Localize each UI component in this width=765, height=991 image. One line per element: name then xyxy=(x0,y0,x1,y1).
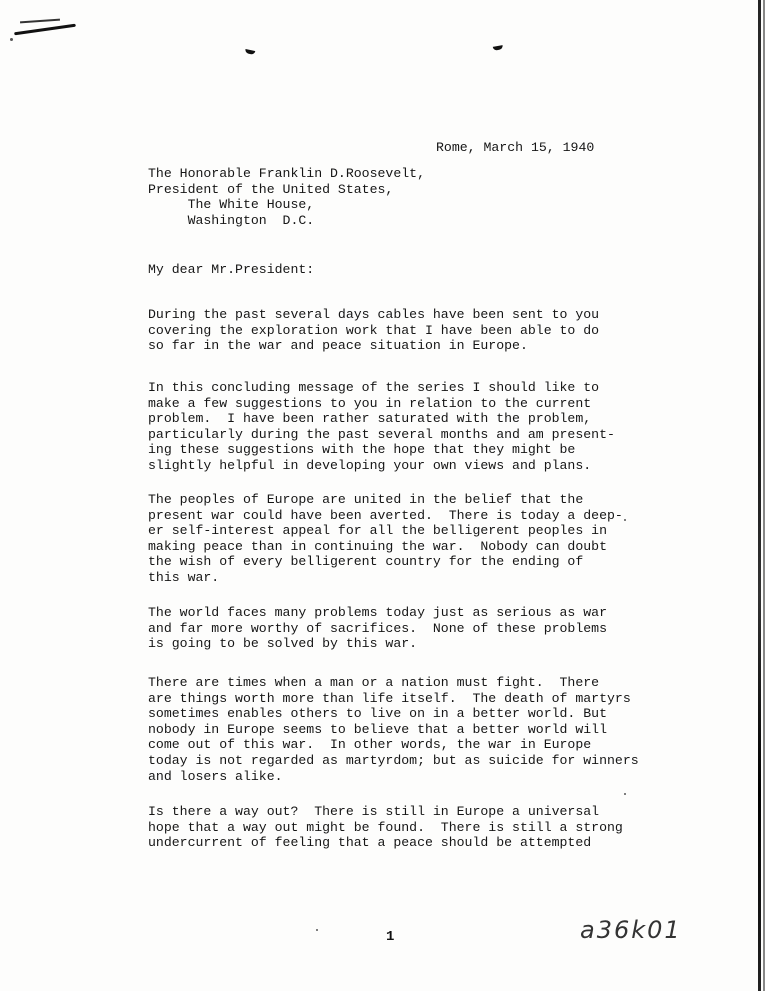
handwritten-archive-mark: a36k01 xyxy=(580,916,682,944)
punch-mark xyxy=(493,45,504,51)
body-line: and far more worthy of sacrifices. None of these problems xyxy=(148,620,607,636)
dateline: Rome, March 15, 1940 xyxy=(436,140,595,155)
body-line: the wish of every belligerent country for the ending of xyxy=(148,554,584,570)
scan-edge-shadow xyxy=(758,0,761,991)
body-line: today is not regarded as martyrdom; but as suicide for winners xyxy=(148,752,639,768)
scan-artifact-mark xyxy=(14,24,76,36)
body-line: nobody in Europe seems to believe that a better world will xyxy=(148,721,607,737)
body-line: so far in the war and peace situation in Europe. xyxy=(148,338,528,354)
body-line: Is there a way out? There is still in Europe a universal xyxy=(148,804,600,819)
punch-mark xyxy=(245,49,256,55)
body-line: this war. xyxy=(148,569,220,585)
body-line: hope that a way out might be found. There is still a strong xyxy=(148,819,623,835)
body-paragraph xyxy=(148,675,639,784)
recipient-address-block xyxy=(148,166,425,228)
body-line: undercurrent of feeling that a peace should be attempted xyxy=(148,835,592,851)
body-paragraph xyxy=(148,492,623,586)
body-paragraph xyxy=(148,380,615,474)
body-line: ing these suggestions with the hope that they might be xyxy=(148,442,576,458)
body-line: are things worth more than life itself. The death of martyrs xyxy=(148,690,631,706)
body-line: The world faces many problems today just as serious as war xyxy=(148,605,607,620)
body-line: problem. I have been rather saturated with the problem, xyxy=(148,411,592,427)
body-line: make a few suggestions to you in relation to the current xyxy=(148,395,592,411)
recipient-line: Washington D.C. xyxy=(148,212,315,228)
body-line: sometimes enables others to live on in a better world. But xyxy=(148,706,607,722)
scan-speck xyxy=(10,38,13,41)
body-line: present war could have been averted. There is today a deep- xyxy=(148,507,623,523)
body-line: During the past several days cables have been sent to you xyxy=(148,307,600,322)
scan-artifact-mark xyxy=(20,19,60,24)
body-paragraph xyxy=(148,307,599,354)
body-line: and losers alike. xyxy=(148,768,283,784)
body-paragraph xyxy=(148,804,623,851)
scan-speck xyxy=(316,929,318,931)
body-line: particularly during the past several months and am present- xyxy=(148,426,615,442)
body-line: The peoples of Europe are united in the belief that the xyxy=(148,492,584,507)
body-line: There are times when a man or a nation must fight. There xyxy=(148,675,600,690)
body-line: come out of this war. In other words, the war in Europe xyxy=(148,737,592,753)
body-line: In this concluding message of the series I should like to xyxy=(148,380,600,395)
body-line: er self-interest appeal for all the belligerent peoples in xyxy=(148,523,607,539)
salutation: My dear Mr.President: xyxy=(148,262,315,277)
body-line: making peace than in continuing the war. Nobody can doubt xyxy=(148,538,607,554)
recipient-line: The White House, xyxy=(148,197,315,213)
body-paragraph xyxy=(148,605,607,652)
scan-speck xyxy=(624,519,626,521)
page-number: 1 xyxy=(386,929,395,945)
body-line: covering the exploration work that I have been able to do xyxy=(148,322,600,338)
recipient-line: The Honorable Franklin D.Roosevelt, xyxy=(148,166,425,181)
body-line: is going to be solved by this war. xyxy=(148,636,418,652)
scan-speck xyxy=(624,793,626,795)
recipient-line: President of the United States, xyxy=(148,181,394,197)
body-line: slightly helpful in developing your own views and plans. xyxy=(148,457,592,473)
